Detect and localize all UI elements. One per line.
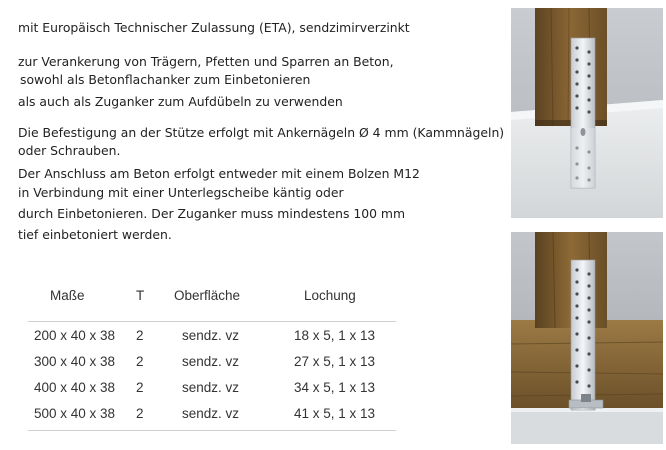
description-line: tief einbetoniert werden. [18,227,172,242]
intro-line: mit Europäisch Technischer Zulassung (ETA), sendzimirverzinkt [18,20,410,35]
description-line: Der Anschluss am Beton erfolgt entweder mit einem Bolzen M12 [18,166,420,181]
header-t: T [136,288,145,303]
cell-masse: 400 x 40 x 38 [34,380,116,395]
description-line: Die Befestigung an der Stütze erfolgt mit Ankernägeln Ø 4 mm (Kammnägeln) [18,125,505,140]
table-row [28,350,400,376]
table-row [28,376,400,402]
description-line: zur Verankerung von Trägern, Pfetten und Sparren an Beton, [18,54,394,69]
cell-lochung: 18 x 5, 1 x 13 [294,328,376,343]
cell-oberflaeche: sendz. vz [182,406,240,421]
cell-masse: 300 x 40 x 38 [34,354,116,369]
header-divider [28,321,396,322]
cell-t: 2 [136,380,144,395]
cell-oberflaeche: sendz. vz [182,380,240,395]
description-line: oder Schrauben. [18,143,121,158]
description-line: durch Einbetonieren. Der Zuganker muss mindestens 100 mm [18,206,406,221]
cell-lochung: 41 x 5, 1 x 13 [294,406,376,421]
cell-t: 2 [136,406,144,421]
table-header-row [28,284,400,320]
header-oberflaeche: Oberfläche [174,288,241,303]
spec-table [28,284,400,428]
anchor-in-concrete-photo [511,8,663,218]
anchor-on-beam-photo [511,232,663,444]
table-bottom-rule [28,430,396,431]
cell-t: 2 [136,354,144,369]
cell-lochung: 34 x 5, 1 x 13 [294,380,376,395]
cell-t: 2 [136,328,144,343]
cell-oberflaeche: sendz. vz [182,328,240,343]
description-line: sowohl als Betonflachanker zum Einbetonieren [20,72,311,87]
description-line: als auch als Zuganker zum Aufdübeln zu verwenden [18,94,343,109]
header-lochung: Lochung [304,288,356,303]
table-row [28,402,400,428]
header-masse: Maße [50,288,85,303]
table-row [28,324,400,350]
cell-masse: 500 x 40 x 38 [34,406,116,421]
description-line: in Verbindung mit einer Unterlegscheibe käntig oder [18,185,344,200]
cell-lochung: 27 x 5, 1 x 13 [294,354,376,369]
cell-oberflaeche: sendz. vz [182,354,240,369]
cell-masse: 200 x 40 x 38 [34,328,116,343]
